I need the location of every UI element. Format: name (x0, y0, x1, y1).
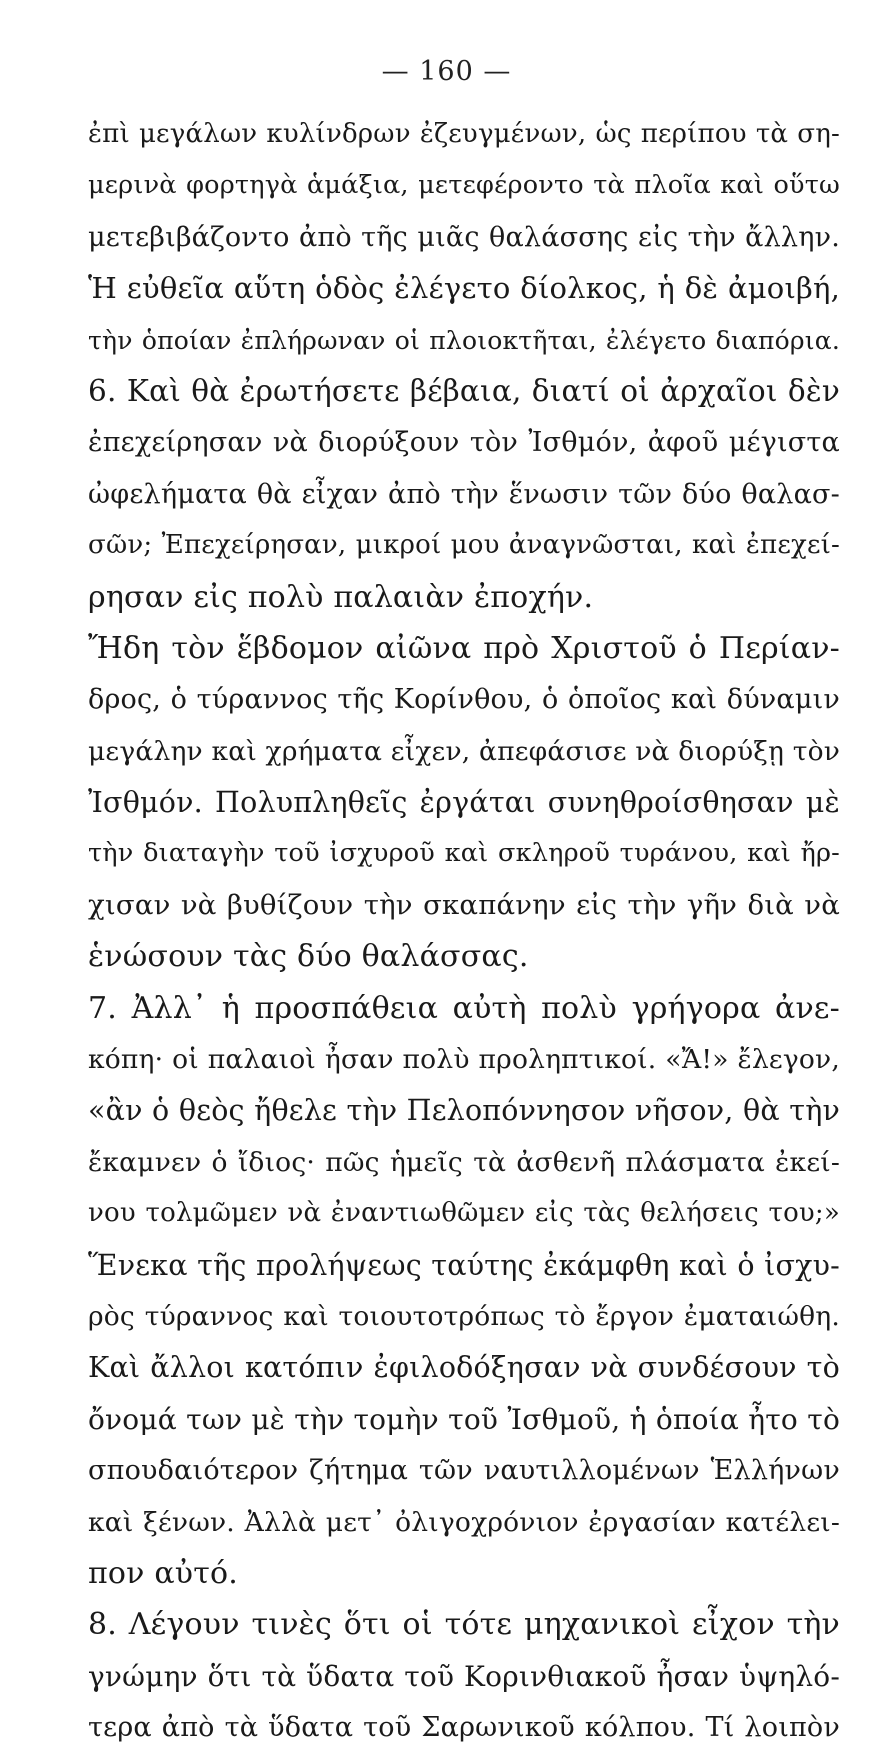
text-line: τὴν διαταγὴν τοῦ ἰσχυροῦ καὶ σκληροῦ τυράνου, καὶ ἤρ- (88, 838, 840, 869)
text-line: μεγάλην καὶ χρήματα εἶχεν, ἀπεφάσισε νὰ διορύξῃ τὸν (88, 735, 841, 767)
text-line: ἑνώσουν τὰς δύο θαλάσσας. (88, 939, 529, 975)
text-line: Ἕνεκα τῆς προλήψεως ταύτης ἐκάμφθη καὶ ὁ ἰσχυ- (88, 1248, 840, 1282)
text-line: Ἤδη τὸν ἕβδομον αἰῶνα πρὸ Χριστοῦ ὁ Περίαν- (88, 630, 840, 666)
body-text (88, 109, 840, 1754)
text-line: Ἰσθμόν. Πολυπληθεῖς ἐργάται συνηθροίσθησαν μὲ (88, 786, 840, 820)
text-line: τὴν ὁποίαν ἐπλήρωναν οἱ πλοιοκτῆται, ἐλέγετο διαπόρια. (88, 325, 840, 355)
text-line: 6. Καὶ θὰ ἐρωτήσετε βέβαια, διατί οἱ ἀρχαῖοι δὲν (88, 373, 840, 408)
text-line: «ἂν ὁ θεὸς ἤθελε τὴν Πελοπόννησον νῆσον, θὰ τὴν (88, 1094, 840, 1128)
text-line: ἐπὶ μεγάλων κυλίνδρων ἐζευγμένων, ὡς περίπου τὰ ση- (88, 119, 840, 149)
text-line: 8. Λέγουν τινὲς ὅτι οἱ τότε μηχανικοὶ εἶχον τὴν (88, 1607, 840, 1643)
text-line: μερινὰ φορτηγὰ ἁμάξια, μετεφέροντο τὰ πλοῖα καὶ οὕτω (88, 170, 840, 201)
text-line: γνώμην ὅτι τὰ ὕδατα τοῦ Κορινθιακοῦ ἦσαν ὑψηλό- (88, 1659, 840, 1693)
page-number: — 160 — (381, 56, 512, 87)
text-line: σῶν; Ἐπεχείρησαν, μικροί μου ἀναγνῶσται, καὶ ἐπεχεί- (88, 530, 840, 561)
text-line: Καὶ ἄλλοι κατόπιν ἐφιλοδόξησαν νὰ συνδέσουν τὸ (88, 1351, 840, 1385)
text-line: Ἡ εὐθεῖα αὕτη ὁδὸς ἐλέγετο δίολκος, ἡ δὲ ἀμοιβή, (88, 271, 840, 306)
text-line: μετεβιβάζοντο ἀπὸ τῆς μιᾶς θαλάσσης εἰς τὴν ἄλλην. (88, 221, 840, 253)
text-line: 7. Ἀλλ᾽ ἡ προσπάθεια αὐτὴ πολὺ γρήγορα ἀνε- (88, 990, 840, 1026)
text-line: δρος, ὁ τύραννος τῆς Κορίνθου, ὁ ὁποῖος καὶ δύναμιν (88, 684, 840, 716)
text-line: σπουδαιότερον ζήτημα τῶν ναυτιλλομένων Ἑλλήνων (88, 1455, 840, 1487)
text-line: ρησαν εἰς πολὺ παλαιὰν ἐποχήν. (88, 579, 594, 615)
text-line: κόπη· οἱ παλαιοὶ ἦσαν πολὺ προληπτικοί. «Ἄ!» ἔλεγον, (88, 1044, 840, 1076)
text-line: ρὸς τύραννος καὶ τοιουτοτρόπως τὸ ἔργον ἐματαιώθη. (88, 1300, 840, 1332)
text-line: νου τολμῶμεν νὰ ἐναντιωθῶμεν εἰς τὰς θελήσεις του;» (88, 1198, 840, 1229)
text-line: τερα ἀπὸ τὰ ὕδατα τοῦ Σαρωνικοῦ κόλπου. Τί λοιπὸν (88, 1712, 840, 1744)
text-line: ὄνομά των μὲ τὴν τομὴν τοῦ Ἰσθμοῦ, ἡ ὁποία ἦτο τὸ (88, 1402, 840, 1436)
text-line: ὠφελήματα θὰ εἶχαν ἀπὸ τὴν ἕνωσιν τῶν δύο θαλασ- (88, 478, 840, 510)
text-line: ἔκαμνεν ὁ ἴδιος· πῶς ἡμεῖς τὰ ἀσθενῆ πλάσματα ἐκεί- (88, 1146, 840, 1178)
text-line: ἐπεχείρησαν νὰ διορύξουν τὸν Ἰσθμόν, ἀφοῦ μέγιστα (88, 427, 840, 459)
text-line: χισαν νὰ βυθίζουν τὴν σκαπάνην εἰς τὴν γῆν διὰ νὰ (88, 888, 840, 921)
text-line: καὶ ξένων. Ἀλλὰ μετ᾽ ὀλιγοχρόνιον ἐργασίαν κατέλει- (88, 1506, 840, 1538)
text-line: πον αὐτό. (88, 1555, 239, 1591)
